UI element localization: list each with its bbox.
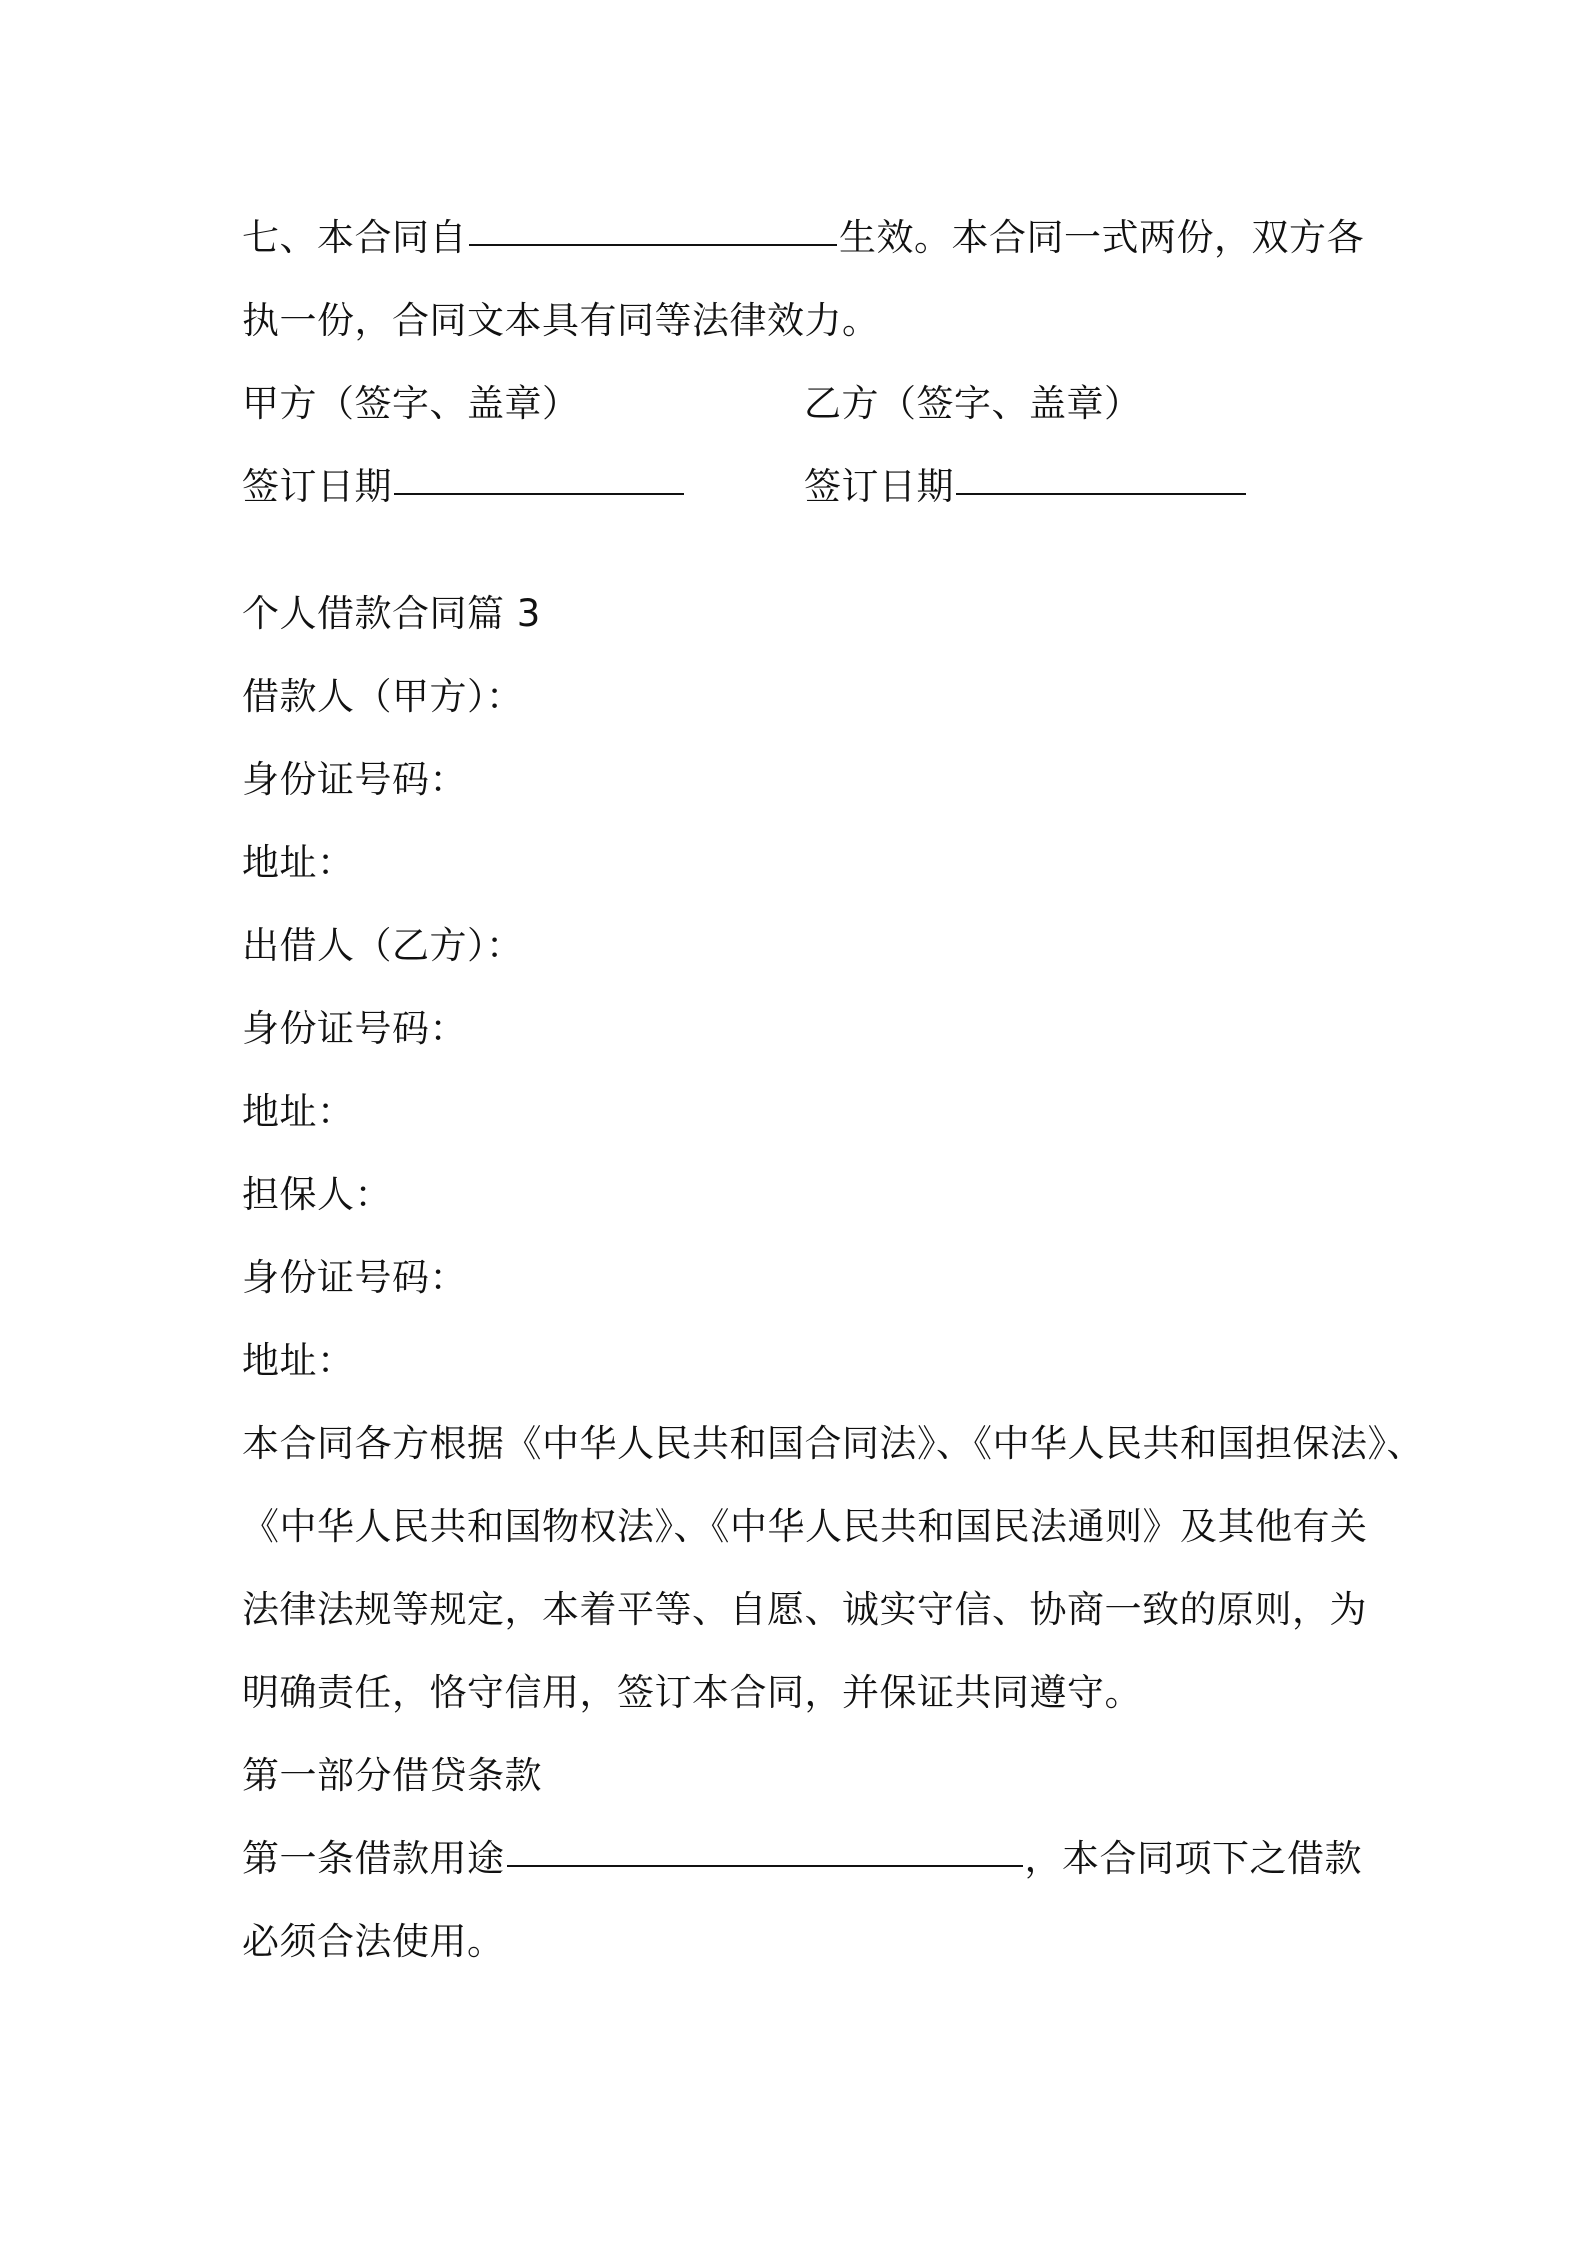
party-a-date-label: 签订日期 [242,465,392,508]
field-lender-address: 地址： [242,1090,355,1133]
party-a-date-blank[interactable] [394,491,684,495]
preamble-line-1: 本合同各方根据《中华人民共和国合同法》、《中华人民共和国担保法》、 [242,1422,1424,1465]
clause-7-line-2: 执一份，合同文本具有同等法律效力。 [242,299,880,342]
party-b-signature-label: 乙方（签字、盖章） [804,382,1142,425]
signature-date-row [242,445,1392,528]
preamble-line-3: 法律法规等规定，本着平等、自愿、诚实守信、协商一致的原则，为 [242,1588,1367,1631]
document-content [242,196,1424,1983]
party-a-signature-label: 甲方（签字、盖章） [242,382,580,425]
field-lender-id: 身份证号码： [242,1007,467,1050]
field-guarantor-address: 地址： [242,1339,355,1382]
article-1-line-2: 必须合法使用。 [242,1920,505,1963]
preamble-line-4: 明确责任，恪守信用，签订本合同，并保证共同遵守。 [242,1671,1142,1714]
field-lender: 出借人（乙方）： [242,924,524,967]
clause-7-line-1 [242,196,1392,279]
field-guarantor: 担保人： [242,1173,392,1216]
article-1-prefix: 第一条借款用途 [242,1837,505,1880]
party-b-date-blank[interactable] [956,491,1246,495]
field-borrower-id: 身份证号码： [242,758,467,801]
loan-purpose-blank[interactable] [507,1863,1023,1867]
clause-7-prefix: 七、本合同自 [242,216,467,259]
section-gap [242,528,1392,572]
signature-party-row [242,362,1392,445]
article-1-line-1 [242,1817,1392,1900]
effective-date-blank[interactable] [469,242,837,246]
field-guarantor-id: 身份证号码： [242,1256,467,1299]
contract-3-title: 个人借款合同篇 3 [242,592,541,635]
part-1-title: 第一部分借贷条款 [242,1754,542,1797]
clause-7-suffix: 生效。本合同一式两份，双方各 [839,216,1364,259]
field-borrower: 借款人（甲方）： [242,675,524,718]
article-1-suffix: ，本合同项下之借款 [1024,1837,1362,1880]
preamble-line-2: 《中华人民共和国物权法》、《中华人民共和国民法通则》及其他有关 [242,1505,1368,1548]
party-b-date [804,445,1248,528]
party-b-date-label: 签订日期 [804,465,954,508]
party-a-date [242,445,686,528]
field-borrower-address: 地址： [242,841,355,884]
